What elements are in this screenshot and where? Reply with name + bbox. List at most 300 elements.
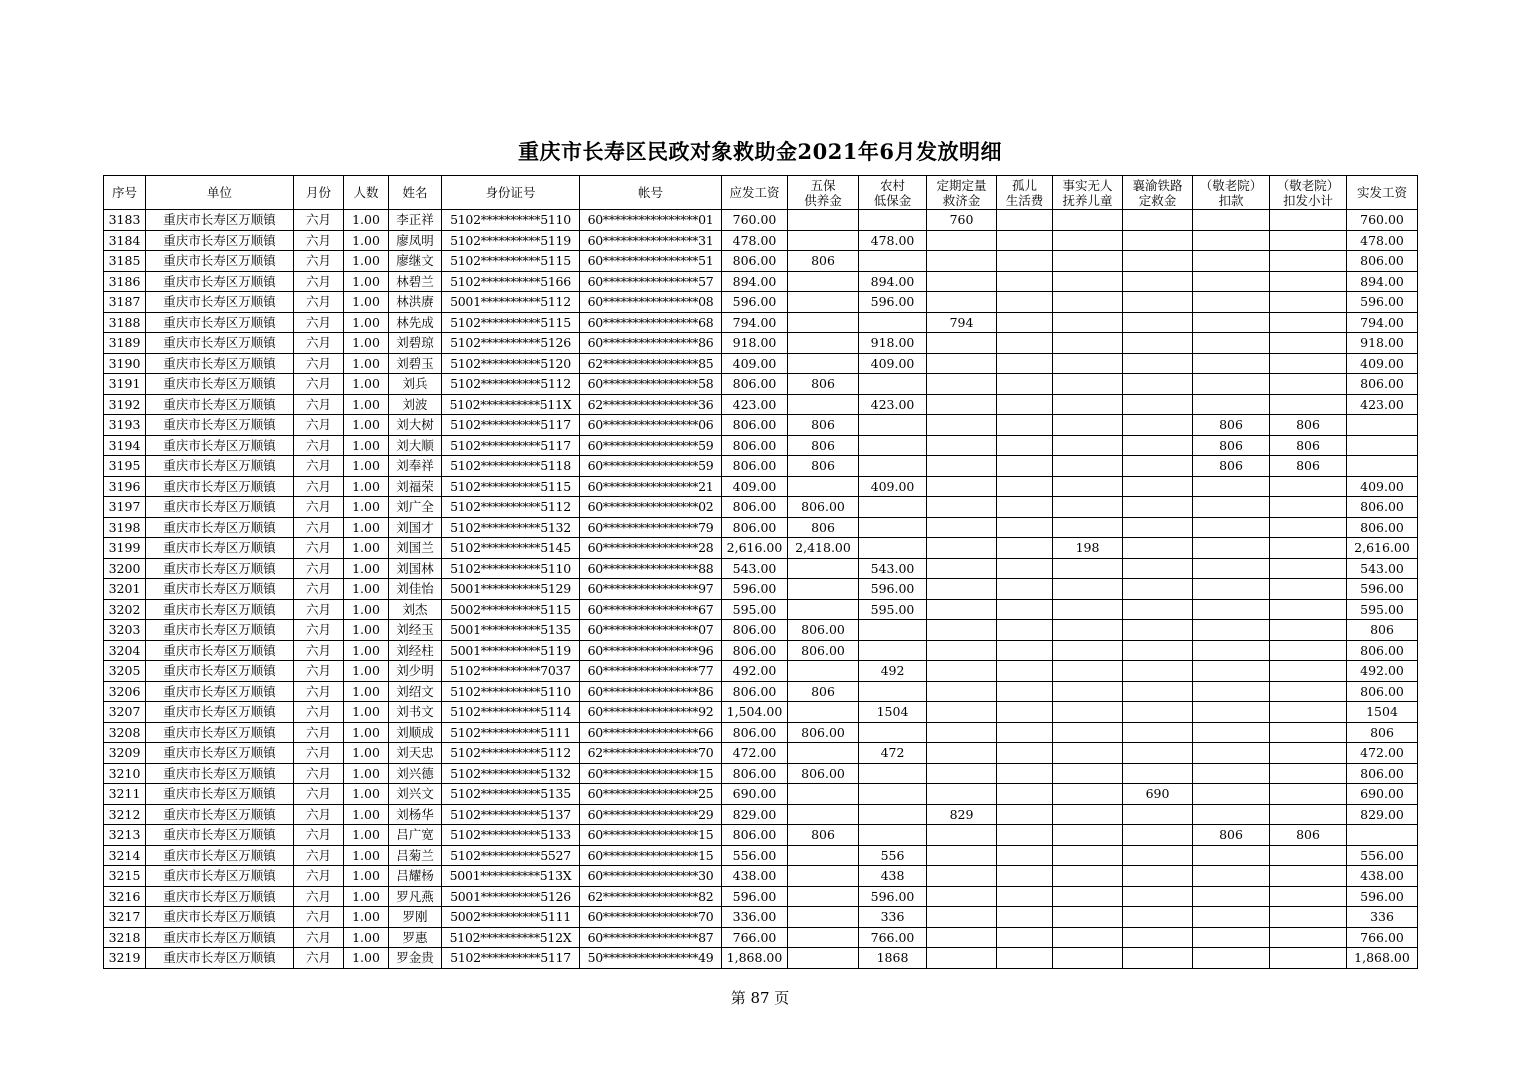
cell-id: 5102**********5110 [442,210,580,231]
cell-wubao: 806 [788,517,859,538]
cell-jlyxj: 806 [1270,415,1347,436]
cell-name: 刘杨华 [389,804,442,825]
cell-id: 5001**********513X [442,866,580,887]
cell-count: 1.00 [344,333,389,354]
cell-due: 423.00 [722,394,788,415]
cell-final: 596.00 [1347,579,1418,600]
cell-seq: 3213 [104,825,146,846]
cell-count: 1.00 [344,886,389,907]
cell-jlyxj [1270,804,1347,825]
cell-seq: 3214 [104,845,146,866]
cell-guer [997,927,1053,948]
cell-jlyxj [1270,230,1347,251]
table-row [104,210,1418,231]
cell-due: 556.00 [722,845,788,866]
cell-id: 5001**********5129 [442,579,580,600]
cell-count: 1.00 [344,722,389,743]
cell-dingqi [927,251,997,272]
cell-wubao [788,866,859,887]
cell-dibao: 918.00 [859,333,927,354]
cell-final: 894.00 [1347,271,1418,292]
cell-shishi [1053,271,1123,292]
cell-name: 刘杰 [389,599,442,620]
cell-seq: 3184 [104,230,146,251]
cell-acct: 60****************92 [580,702,722,723]
cell-shishi [1053,927,1123,948]
cell-name: 刘兵 [389,374,442,395]
cell-wubao [788,394,859,415]
cell-final: 794.00 [1347,312,1418,333]
cell-dingqi [927,722,997,743]
cell-seq: 3198 [104,517,146,538]
cell-due: 806.00 [722,456,788,477]
cell-name: 罗惠 [389,927,442,948]
cell-name: 廖继文 [389,251,442,272]
cell-dingqi [927,415,997,436]
cell-due: 596.00 [722,886,788,907]
cell-shishi [1053,353,1123,374]
cell-dibao [859,620,927,641]
cell-id: 5102**********5110 [442,681,580,702]
cell-jlyxj [1270,353,1347,374]
cell-guer [997,394,1053,415]
cell-name: 林碧兰 [389,271,442,292]
cell-wubao [788,845,859,866]
cell-dibao: 492 [859,661,927,682]
cell-count: 1.00 [344,702,389,723]
cell-jlykk [1193,845,1270,866]
cell-wubao [788,579,859,600]
cell-jlykk: 806 [1193,825,1270,846]
cell-final [1347,415,1418,436]
cell-jlykk [1193,763,1270,784]
column-header-acct: 帐号 [580,176,722,210]
cell-id: 5002**********5115 [442,599,580,620]
table-row [104,681,1418,702]
cell-jlyxj [1270,640,1347,661]
cell-seq: 3197 [104,497,146,518]
cell-final: 690.00 [1347,784,1418,805]
cell-shishi [1053,497,1123,518]
cell-jlykk: 806 [1193,456,1270,477]
cell-shishi [1053,333,1123,354]
cell-xiangyu [1123,599,1193,620]
cell-guer [997,743,1053,764]
cell-dibao [859,784,927,805]
cell-id: 5102**********5166 [442,271,580,292]
cell-seq: 3208 [104,722,146,743]
cell-guer [997,456,1053,477]
cell-seq: 3202 [104,599,146,620]
cell-unit: 重庆市长寿区万顺镇 [146,702,294,723]
cell-final: 472.00 [1347,743,1418,764]
cell-acct: 60****************02 [580,497,722,518]
cell-dingqi [927,620,997,641]
cell-month: 六月 [294,702,344,723]
cell-wubao: 806.00 [788,620,859,641]
cell-count: 1.00 [344,312,389,333]
cell-dibao: 596.00 [859,579,927,600]
cell-jlyxj [1270,394,1347,415]
cell-wubao: 806.00 [788,763,859,784]
cell-dibao: 596.00 [859,886,927,907]
cell-count: 1.00 [344,681,389,702]
cell-month: 六月 [294,210,344,231]
cell-count: 1.00 [344,866,389,887]
cell-shishi [1053,476,1123,497]
cell-due: 766.00 [722,927,788,948]
cell-wubao: 806 [788,825,859,846]
cell-acct: 60****************79 [580,517,722,538]
cell-xiangyu [1123,538,1193,559]
table-row [104,435,1418,456]
cell-month: 六月 [294,804,344,825]
cell-count: 1.00 [344,948,389,969]
cell-final: 596.00 [1347,886,1418,907]
column-header-dingqi: 定期定量 救济金 [927,176,997,210]
cell-shishi [1053,804,1123,825]
cell-due: 492.00 [722,661,788,682]
table-row [104,579,1418,600]
column-header-due: 应发工资 [722,176,788,210]
cell-final: 438.00 [1347,866,1418,887]
cell-unit: 重庆市长寿区万顺镇 [146,722,294,743]
cell-xiangyu [1123,230,1193,251]
cell-guer [997,579,1053,600]
cell-wubao [788,743,859,764]
cell-seq: 3183 [104,210,146,231]
cell-dibao: 766.00 [859,927,927,948]
cell-shishi [1053,251,1123,272]
cell-xiangyu [1123,394,1193,415]
cell-jlykk [1193,497,1270,518]
cell-dingqi: 794 [927,312,997,333]
cell-guer [997,292,1053,313]
cell-final [1347,825,1418,846]
cell-due: 596.00 [722,292,788,313]
cell-dingqi [927,538,997,559]
cell-due: 1,504.00 [722,702,788,723]
cell-final: 806.00 [1347,251,1418,272]
cell-month: 六月 [294,476,344,497]
cell-guer [997,866,1053,887]
cell-seq: 3189 [104,333,146,354]
cell-guer [997,825,1053,846]
cell-seq: 3191 [104,374,146,395]
cell-dingqi [927,661,997,682]
cell-due: 438.00 [722,866,788,887]
cell-due: 806.00 [722,374,788,395]
cell-unit: 重庆市长寿区万顺镇 [146,538,294,559]
cell-month: 六月 [294,661,344,682]
cell-wubao: 806 [788,456,859,477]
cell-due: 409.00 [722,353,788,374]
cell-name: 罗凡燕 [389,886,442,907]
cell-jlykk [1193,271,1270,292]
cell-jlykk [1193,374,1270,395]
cell-guer [997,948,1053,969]
cell-count: 1.00 [344,353,389,374]
cell-id: 5001**********5126 [442,886,580,907]
cell-final: 1504 [1347,702,1418,723]
cell-dingqi [927,353,997,374]
cell-dibao: 1868 [859,948,927,969]
cell-xiangyu: 690 [1123,784,1193,805]
cell-name: 刘国林 [389,558,442,579]
cell-count: 1.00 [344,292,389,313]
cell-jlykk [1193,251,1270,272]
cell-dingqi: 829 [927,804,997,825]
table-row [104,825,1418,846]
cell-dingqi: 760 [927,210,997,231]
cell-id: 5102**********5112 [442,743,580,764]
cell-seq: 3211 [104,784,146,805]
table-row [104,476,1418,497]
cell-jlykk [1193,661,1270,682]
table-row [104,558,1418,579]
cell-acct: 60****************68 [580,312,722,333]
cell-wubao: 806.00 [788,640,859,661]
cell-jlyxj [1270,948,1347,969]
cell-dibao: 556 [859,845,927,866]
cell-month: 六月 [294,599,344,620]
cell-month: 六月 [294,784,344,805]
cell-acct: 60****************96 [580,640,722,661]
cell-wubao [788,230,859,251]
cell-dibao [859,640,927,661]
cell-xiangyu [1123,825,1193,846]
cell-shishi [1053,374,1123,395]
cell-shishi [1053,579,1123,600]
cell-wubao: 806 [788,374,859,395]
cell-jlyxj [1270,538,1347,559]
cell-jlykk [1193,579,1270,600]
cell-jlyxj [1270,866,1347,887]
cell-dibao [859,210,927,231]
cell-shishi [1053,886,1123,907]
table-row [104,374,1418,395]
cell-unit: 重庆市长寿区万顺镇 [146,251,294,272]
cell-due: 806.00 [722,825,788,846]
cell-final: 760.00 [1347,210,1418,231]
cell-seq: 3193 [104,415,146,436]
cell-jlykk: 806 [1193,415,1270,436]
cell-unit: 重庆市长寿区万顺镇 [146,210,294,231]
cell-seq: 3195 [104,456,146,477]
cell-id: 5102**********5114 [442,702,580,723]
cell-shishi [1053,435,1123,456]
cell-name: 刘波 [389,394,442,415]
cell-wubao [788,948,859,969]
cell-xiangyu [1123,497,1193,518]
cell-wubao [788,599,859,620]
cell-acct: 60****************15 [580,845,722,866]
cell-xiangyu [1123,374,1193,395]
cell-shishi [1053,866,1123,887]
cell-id: 5102**********5111 [442,722,580,743]
cell-dingqi [927,825,997,846]
cell-due: 806.00 [722,497,788,518]
cell-dibao: 409.00 [859,353,927,374]
cell-jlykk [1193,210,1270,231]
cell-name: 吕耀杨 [389,866,442,887]
cell-jlykk [1193,538,1270,559]
cell-month: 六月 [294,886,344,907]
cell-shishi [1053,763,1123,784]
cell-acct: 60****************57 [580,271,722,292]
cell-shishi [1053,640,1123,661]
cell-unit: 重庆市长寿区万顺镇 [146,681,294,702]
cell-acct: 60****************77 [580,661,722,682]
cell-name: 刘顺成 [389,722,442,743]
cell-shishi [1053,661,1123,682]
cell-acct: 60****************06 [580,415,722,436]
cell-dibao: 595.00 [859,599,927,620]
table-row [104,312,1418,333]
cell-unit: 重庆市长寿区万顺镇 [146,394,294,415]
table-row [104,722,1418,743]
cell-dibao: 478.00 [859,230,927,251]
cell-count: 1.00 [344,538,389,559]
cell-name: 李正祥 [389,210,442,231]
cell-due: 543.00 [722,558,788,579]
cell-guer [997,476,1053,497]
cell-id: 5001**********5112 [442,292,580,313]
cell-xiangyu [1123,251,1193,272]
cell-due: 806.00 [722,722,788,743]
cell-name: 刘少明 [389,661,442,682]
column-header-seq: 序号 [104,176,146,210]
cell-wubao [788,210,859,231]
cell-due: 409.00 [722,476,788,497]
cell-jlykk [1193,681,1270,702]
cell-dingqi [927,784,997,805]
cell-dibao: 438 [859,866,927,887]
cell-due: 336.00 [722,907,788,928]
cell-dingqi [927,435,997,456]
cell-wubao [788,661,859,682]
column-header-unit: 单位 [146,176,294,210]
cell-xiangyu [1123,804,1193,825]
cell-final: 596.00 [1347,292,1418,313]
cell-guer [997,804,1053,825]
cell-month: 六月 [294,230,344,251]
column-header-count: 人数 [344,176,389,210]
cell-jlykk [1193,517,1270,538]
table-row [104,866,1418,887]
cell-jlyxj [1270,702,1347,723]
cell-acct: 60****************08 [580,292,722,313]
cell-dibao [859,722,927,743]
cell-final: 2,616.00 [1347,538,1418,559]
cell-count: 1.00 [344,579,389,600]
cell-jlykk [1193,722,1270,743]
cell-shishi [1053,681,1123,702]
cell-acct: 62****************82 [580,886,722,907]
cell-jlykk [1193,558,1270,579]
cell-final: 1,868.00 [1347,948,1418,969]
cell-final: 492.00 [1347,661,1418,682]
cell-acct: 60****************88 [580,558,722,579]
cell-count: 1.00 [344,230,389,251]
cell-name: 林先成 [389,312,442,333]
cell-shishi: 198 [1053,538,1123,559]
cell-unit: 重庆市长寿区万顺镇 [146,907,294,928]
cell-seq: 3215 [104,866,146,887]
cell-xiangyu [1123,271,1193,292]
table-row [104,456,1418,477]
cell-dibao [859,435,927,456]
cell-guer [997,886,1053,907]
cell-name: 刘兴德 [389,763,442,784]
table-body [104,210,1418,969]
cell-unit: 重庆市长寿区万顺镇 [146,476,294,497]
table-row [104,927,1418,948]
cell-wubao [788,886,859,907]
cell-final: 556.00 [1347,845,1418,866]
cell-count: 1.00 [344,210,389,231]
cell-id: 5102**********5132 [442,517,580,538]
cell-name: 刘天忠 [389,743,442,764]
cell-shishi [1053,456,1123,477]
cell-due: 806.00 [722,640,788,661]
cell-xiangyu [1123,907,1193,928]
cell-jlyxj [1270,333,1347,354]
cell-wubao: 806 [788,435,859,456]
cell-acct: 60****************29 [580,804,722,825]
cell-seq: 3207 [104,702,146,723]
table-row [104,702,1418,723]
column-header-wubao: 五保 供养金 [788,176,859,210]
cell-id: 5102**********5132 [442,763,580,784]
cell-unit: 重庆市长寿区万顺镇 [146,599,294,620]
cell-jlykk [1193,599,1270,620]
cell-name: 刘大树 [389,415,442,436]
cell-name: 刘经柱 [389,640,442,661]
relief-fund-table [103,175,1418,969]
cell-dibao [859,415,927,436]
cell-month: 六月 [294,333,344,354]
cell-final: 806 [1347,722,1418,743]
cell-id: 5102**********5117 [442,435,580,456]
cell-due: 1,868.00 [722,948,788,969]
cell-final: 336 [1347,907,1418,928]
cell-guer [997,374,1053,395]
cell-unit: 重庆市长寿区万顺镇 [146,353,294,374]
cell-month: 六月 [294,312,344,333]
cell-dingqi [927,907,997,928]
cell-id: 5102**********5137 [442,804,580,825]
table-row [104,333,1418,354]
cell-guer [997,230,1053,251]
cell-jlyxj [1270,661,1347,682]
cell-acct: 60****************07 [580,620,722,641]
cell-dingqi [927,497,997,518]
cell-shishi [1053,907,1123,928]
cell-seq: 3210 [104,763,146,784]
cell-final: 806.00 [1347,374,1418,395]
cell-shishi [1053,517,1123,538]
cell-seq: 3188 [104,312,146,333]
cell-guer [997,538,1053,559]
cell-seq: 3192 [104,394,146,415]
cell-count: 1.00 [344,435,389,456]
cell-dibao [859,497,927,518]
cell-seq: 3187 [104,292,146,313]
cell-dibao [859,374,927,395]
cell-count: 1.00 [344,497,389,518]
cell-jlyxj [1270,599,1347,620]
